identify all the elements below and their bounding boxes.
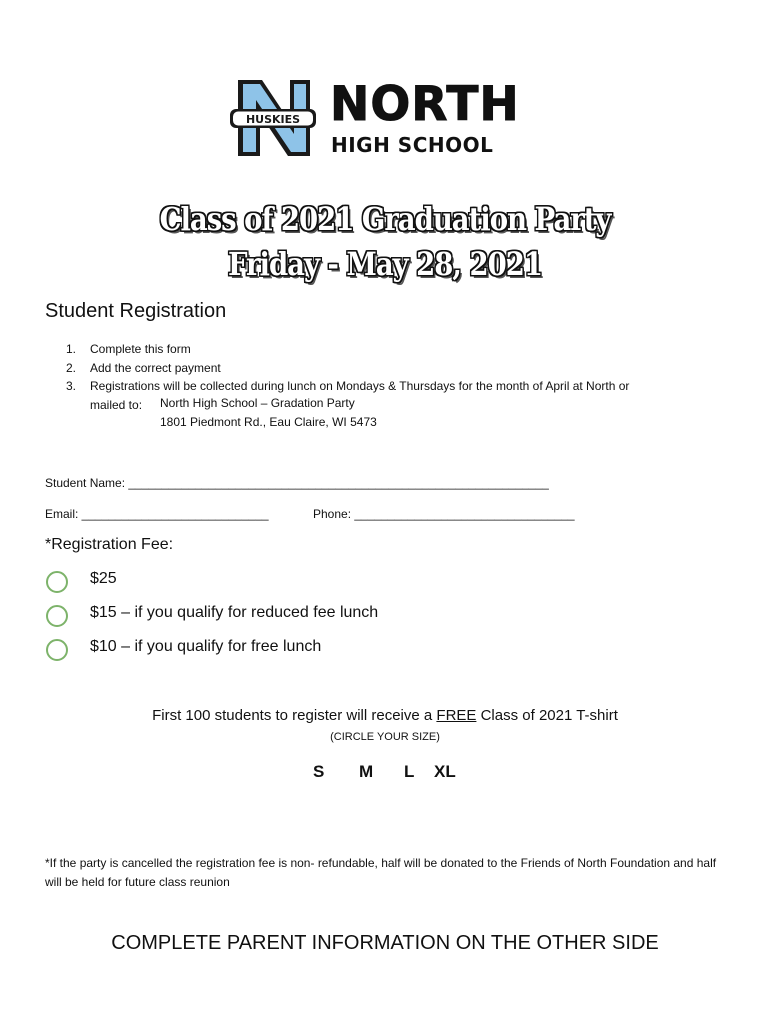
registration-fee-heading: *Registration Fee: — [45, 536, 174, 553]
student-name-field[interactable]: Student Name: _______________________________________________________________ — [45, 476, 549, 490]
fee-10-radio[interactable] — [46, 639, 68, 661]
fee-25-radio[interactable] — [46, 571, 68, 593]
logo-school-name: NORTH — [330, 77, 520, 132]
logo-badge-text: HUSKIES — [245, 113, 301, 126]
email-field[interactable]: Email: ____________________________ — [45, 507, 269, 521]
fee-15-label: $15 – if you qualify for reduced fee lunch — [90, 604, 379, 621]
size-m[interactable]: M — [359, 762, 374, 781]
fee-15-radio[interactable] — [46, 605, 68, 627]
step-item: 2. Add the correct payment — [66, 360, 221, 375]
circle-size-instruction: (CIRCLE YOUR SIZE) — [330, 731, 440, 743]
refund-note: *If the party is cancelled the registration fee is non- refundable, half will be donated to the Friends of North Foundation and half will be held for future class reunion — [45, 856, 717, 889]
event-title: Class of 2021 Graduation Party — [159, 200, 611, 238]
free-word: FREE — [436, 707, 477, 724]
fee-25-label: $25 — [90, 570, 117, 587]
phone-field[interactable]: Phone: _________________________________ — [313, 507, 575, 521]
tshirt-offer: First 100 students to register will receive a FREE Class of 2021 T-shirt — [152, 707, 618, 724]
mailed-to-label: mailed to: — [90, 397, 143, 412]
size-xl[interactable]: XL — [434, 762, 456, 781]
address-line-2: 1801 Piedmont Rd., Eau Claire, WI 5473 — [160, 415, 377, 429]
logo-school-subtitle: HIGH SCHOOL — [331, 133, 494, 157]
step-item: 1. Complete this form — [66, 342, 191, 356]
footer-instruction: COMPLETE PARENT INFORMATION ON THE OTHER SIDE — [111, 932, 659, 954]
registration-heading: Student Registration — [45, 300, 227, 322]
address-line-1: North High School – Gradation Party — [160, 396, 355, 410]
fee-10-label: $10 – if you qualify for free lunch — [90, 638, 322, 655]
size-l[interactable]: L — [404, 762, 415, 781]
step-item: 3. Registrations will be collected during lunch on Mondays & Thursdays for the month of April at North or — [66, 379, 630, 393]
event-date: Friday - May 28, 2021 — [228, 245, 542, 283]
size-s[interactable]: S — [313, 762, 325, 781]
